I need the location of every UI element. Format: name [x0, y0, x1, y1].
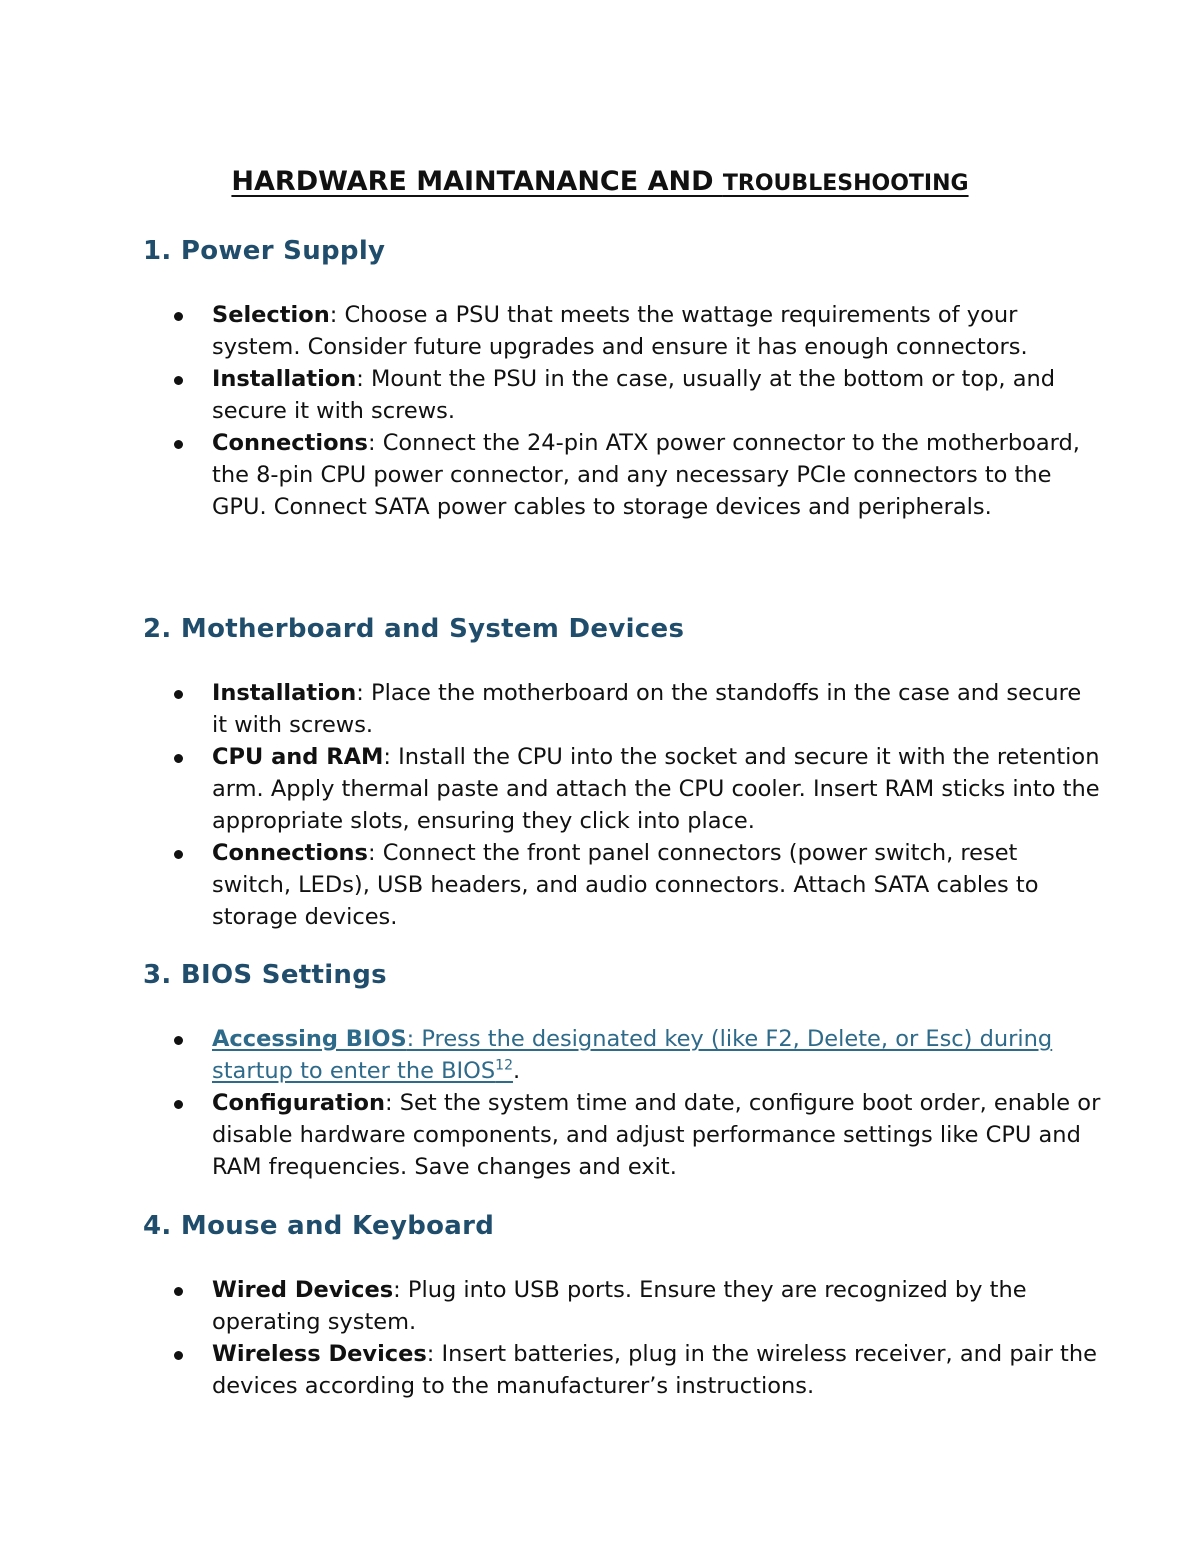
item-text: Connect the front panel connectors (power switch, reset switch, LEDs), USB headers, and audio connectors. Attach SATA cables to storage devices. [212, 840, 1039, 930]
bullet-icon [174, 1036, 183, 1045]
item-separator: : [367, 840, 383, 866]
link-term: Accessing BIOS [212, 1026, 407, 1052]
bullet-icon [174, 312, 183, 321]
bullet-icon [174, 376, 183, 385]
bullet-icon [174, 754, 183, 763]
item-text: Plug into USB ports. Ensure they are recognized by the operating system. [212, 1277, 1027, 1335]
bullet-list [143, 1274, 1103, 1402]
section-heading: 4. Mouse and Keyboard [143, 1211, 495, 1241]
item-separator: : [385, 1090, 400, 1116]
section-mouse-keyboard [143, 1208, 1103, 1402]
item-term: CPU and RAM [212, 744, 384, 770]
item-term: Selection [212, 302, 330, 328]
list-item [143, 741, 1103, 837]
item-text: Insert batteries, plug in the wireless receiver, and pair the devices according to the manufacturer’s instructions. [212, 1341, 1097, 1399]
item-term: Installation [212, 366, 357, 392]
item-term: Installation [212, 680, 357, 706]
item-term: Configuration [212, 1090, 386, 1116]
item-separator: : [367, 430, 383, 456]
item-term: Connections [212, 430, 368, 456]
item-text: Connect the 24-pin ATX power connector to the motherboard, the 8-pin CPU power connector, and any necessary PCIe connectors to the GPU. Connect SATA power cables to storage devices and peripherals. [212, 430, 1080, 520]
list-item [143, 299, 1103, 363]
bullet-list [143, 1023, 1103, 1183]
item-separator: : [393, 1277, 408, 1303]
section-bios-settings [143, 957, 1103, 1183]
bullet-icon [174, 1100, 183, 1109]
list-item [143, 1023, 1103, 1087]
bullet-icon [174, 850, 183, 859]
list-item [143, 677, 1103, 741]
link-text: : Press the designated key (like F2, Delete, or Esc) during startup to enter the BIOS [212, 1026, 1053, 1084]
section-power-supply [143, 233, 1103, 523]
bullet-icon [174, 1287, 183, 1296]
item-text: Mount the PSU in the case, usually at the bottom or top, and secure it with screws. [212, 366, 1056, 424]
item-text: Choose a PSU that meets the wattage requirements of your system. Consider future upgrades and ensure it has enough connectors. [212, 302, 1028, 360]
list-item [143, 427, 1103, 523]
item-separator: : [383, 744, 399, 770]
item-separator: : [356, 366, 372, 392]
accessing-bios-link[interactable] [212, 1026, 1052, 1084]
item-text: Place the motherboard on the standoffs in the case and secure it with screws. [212, 680, 1082, 738]
item-separator: : [356, 680, 372, 706]
item-text: Set the system time and date, configure boot order, enable or disable hardware components, and adjust performance settings like CPU and RAM frequencies. Save changes and exit. [212, 1090, 1101, 1180]
item-end: . [512, 1058, 521, 1084]
item-term: Wireless Devices [212, 1341, 427, 1367]
section-heading: 1. Power Supply [143, 236, 386, 266]
list-item [143, 837, 1103, 933]
footnote-ref[interactable]: 12 [495, 1057, 513, 1074]
item-separator: : [426, 1341, 442, 1367]
section-heading: 2. Motherboard and System Devices [143, 614, 685, 644]
bullet-icon [174, 1351, 183, 1360]
item-term: Connections [212, 840, 368, 866]
list-item [143, 1087, 1103, 1183]
item-term: Wired Devices [212, 1277, 394, 1303]
list-item [143, 363, 1103, 427]
item-text: Install the CPU into the socket and secure it with the retention arm. Apply thermal paste and attach the CPU cooler. Insert RAM sticks into the appropriate slots, ensuring they click into place. [212, 744, 1100, 834]
list-item [143, 1338, 1103, 1402]
bullet-list [143, 677, 1103, 933]
bullet-list [143, 299, 1103, 523]
document-title [0, 166, 1200, 197]
list-item [143, 1274, 1103, 1338]
bullet-icon [174, 440, 183, 449]
title-part-1: HARDWARE MAINTANANCE AND [231, 166, 723, 197]
item-separator: : [329, 302, 345, 328]
section-motherboard [143, 611, 1103, 933]
section-heading: 3. BIOS Settings [143, 960, 387, 990]
title-part-2: TROUBLESHOOTING [722, 171, 969, 196]
bullet-icon [174, 690, 183, 699]
